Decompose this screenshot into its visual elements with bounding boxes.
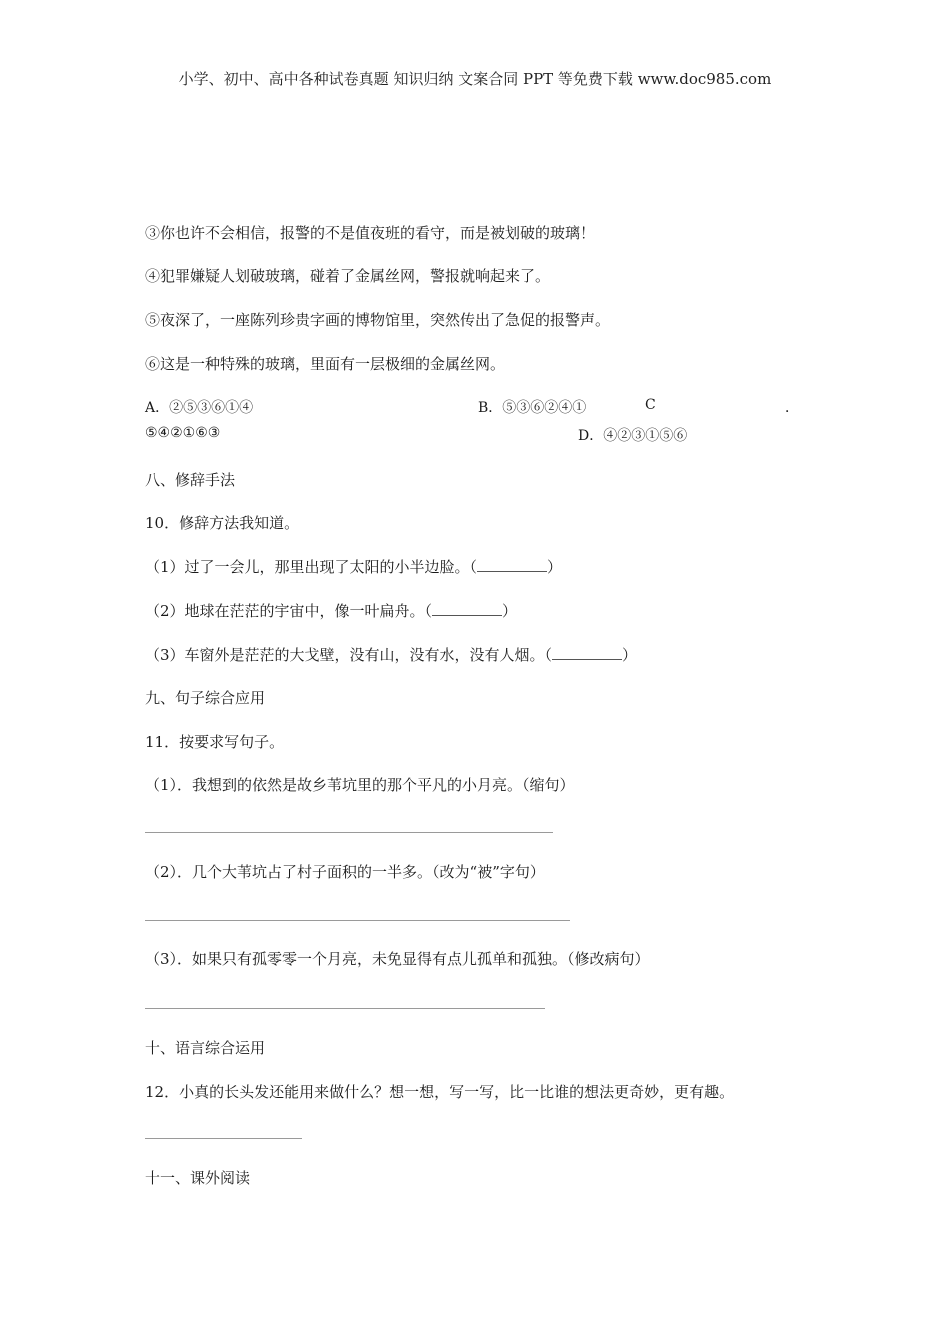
question-10-item-3-text: （3）车窗外是茫茫的大戈壁，没有山，没有水，没有人烟。（ [145, 646, 553, 664]
sentence-3: ③你也许不会相信，报警的不是值夜班的看守，而是被划破的玻璃！ [145, 224, 596, 242]
question-10-item-2-close: ） [502, 602, 518, 620]
question-10-item-1-text: （1）过了一会儿，那里出现了太阳的小半边脸。（ [145, 558, 478, 576]
answer-line-3[interactable] [145, 1008, 545, 1009]
question-10-item-1-close: ） [547, 558, 563, 576]
question-11-item-2: （2）．几个大苇坑占了村子面积的一半多。（改为“被”字句） [145, 863, 545, 881]
answer-blank-3[interactable] [552, 645, 622, 660]
answer-blank-1[interactable] [477, 557, 547, 572]
section-8-title: 八、修辞手法 [145, 471, 236, 489]
option-c-dot: ． [785, 400, 799, 416]
question-10-item-3 [145, 644, 637, 665]
answer-line-1[interactable] [145, 832, 553, 833]
option-c-value: ⑤④②①⑥③ [145, 425, 221, 441]
question-10-item-3-close: ） [622, 646, 638, 664]
question-10-item-2-text: （2）地球在茫茫的宇宙中，像一叶扁舟。（ [145, 602, 433, 620]
question-10-item-1 [145, 556, 562, 577]
answer-blank-2[interactable] [432, 601, 502, 616]
option-b: B．⑤③⑥②④① [478, 400, 587, 416]
question-11-item-3: （3）．如果只有孤零零一个月亮，未免显得有点儿孤单和孤独。（修改病句） [145, 950, 650, 968]
option-c-label: C [645, 397, 656, 413]
page-header: 小学、初中、高中各种试卷真题 知识归纳 文案合同 PPT 等免费下载 www.doc985.com [178, 70, 772, 88]
sentence-6: ⑥这是一种特殊的玻璃，里面有一层极细的金属丝网。 [145, 355, 506, 373]
section-10-title: 十、语言综合运用 [145, 1039, 266, 1057]
question-11: 11．按要求写句子。 [145, 733, 285, 751]
section-9-title: 九、句子综合应用 [145, 689, 266, 707]
section-11-title: 十一、课外阅读 [145, 1169, 251, 1187]
answer-line-2[interactable] [145, 920, 570, 921]
option-d: D．④②③①⑤⑥ [578, 428, 688, 444]
question-10-item-2 [145, 600, 517, 621]
option-a: A．②⑤③⑥①④ [145, 400, 254, 416]
sentence-5: ⑤夜深了，一座陈列珍贵字画的博物馆里，突然传出了急促的报警声。 [145, 311, 611, 329]
question-11-item-1: （1）．我想到的依然是故乡苇坑里的那个平凡的小月亮。（缩句） [145, 776, 575, 794]
answer-line-4[interactable] [145, 1138, 302, 1139]
question-12: 12．小真的长头发还能用来做什么？想一想，写一写，比一比谁的想法更奇妙，更有趣。 [145, 1083, 735, 1101]
sentence-4: ④犯罪嫌疑人划破玻璃，碰着了金属丝网，警报就响起来了。 [145, 267, 551, 285]
question-10: 10．修辞方法我知道。 [145, 514, 300, 532]
